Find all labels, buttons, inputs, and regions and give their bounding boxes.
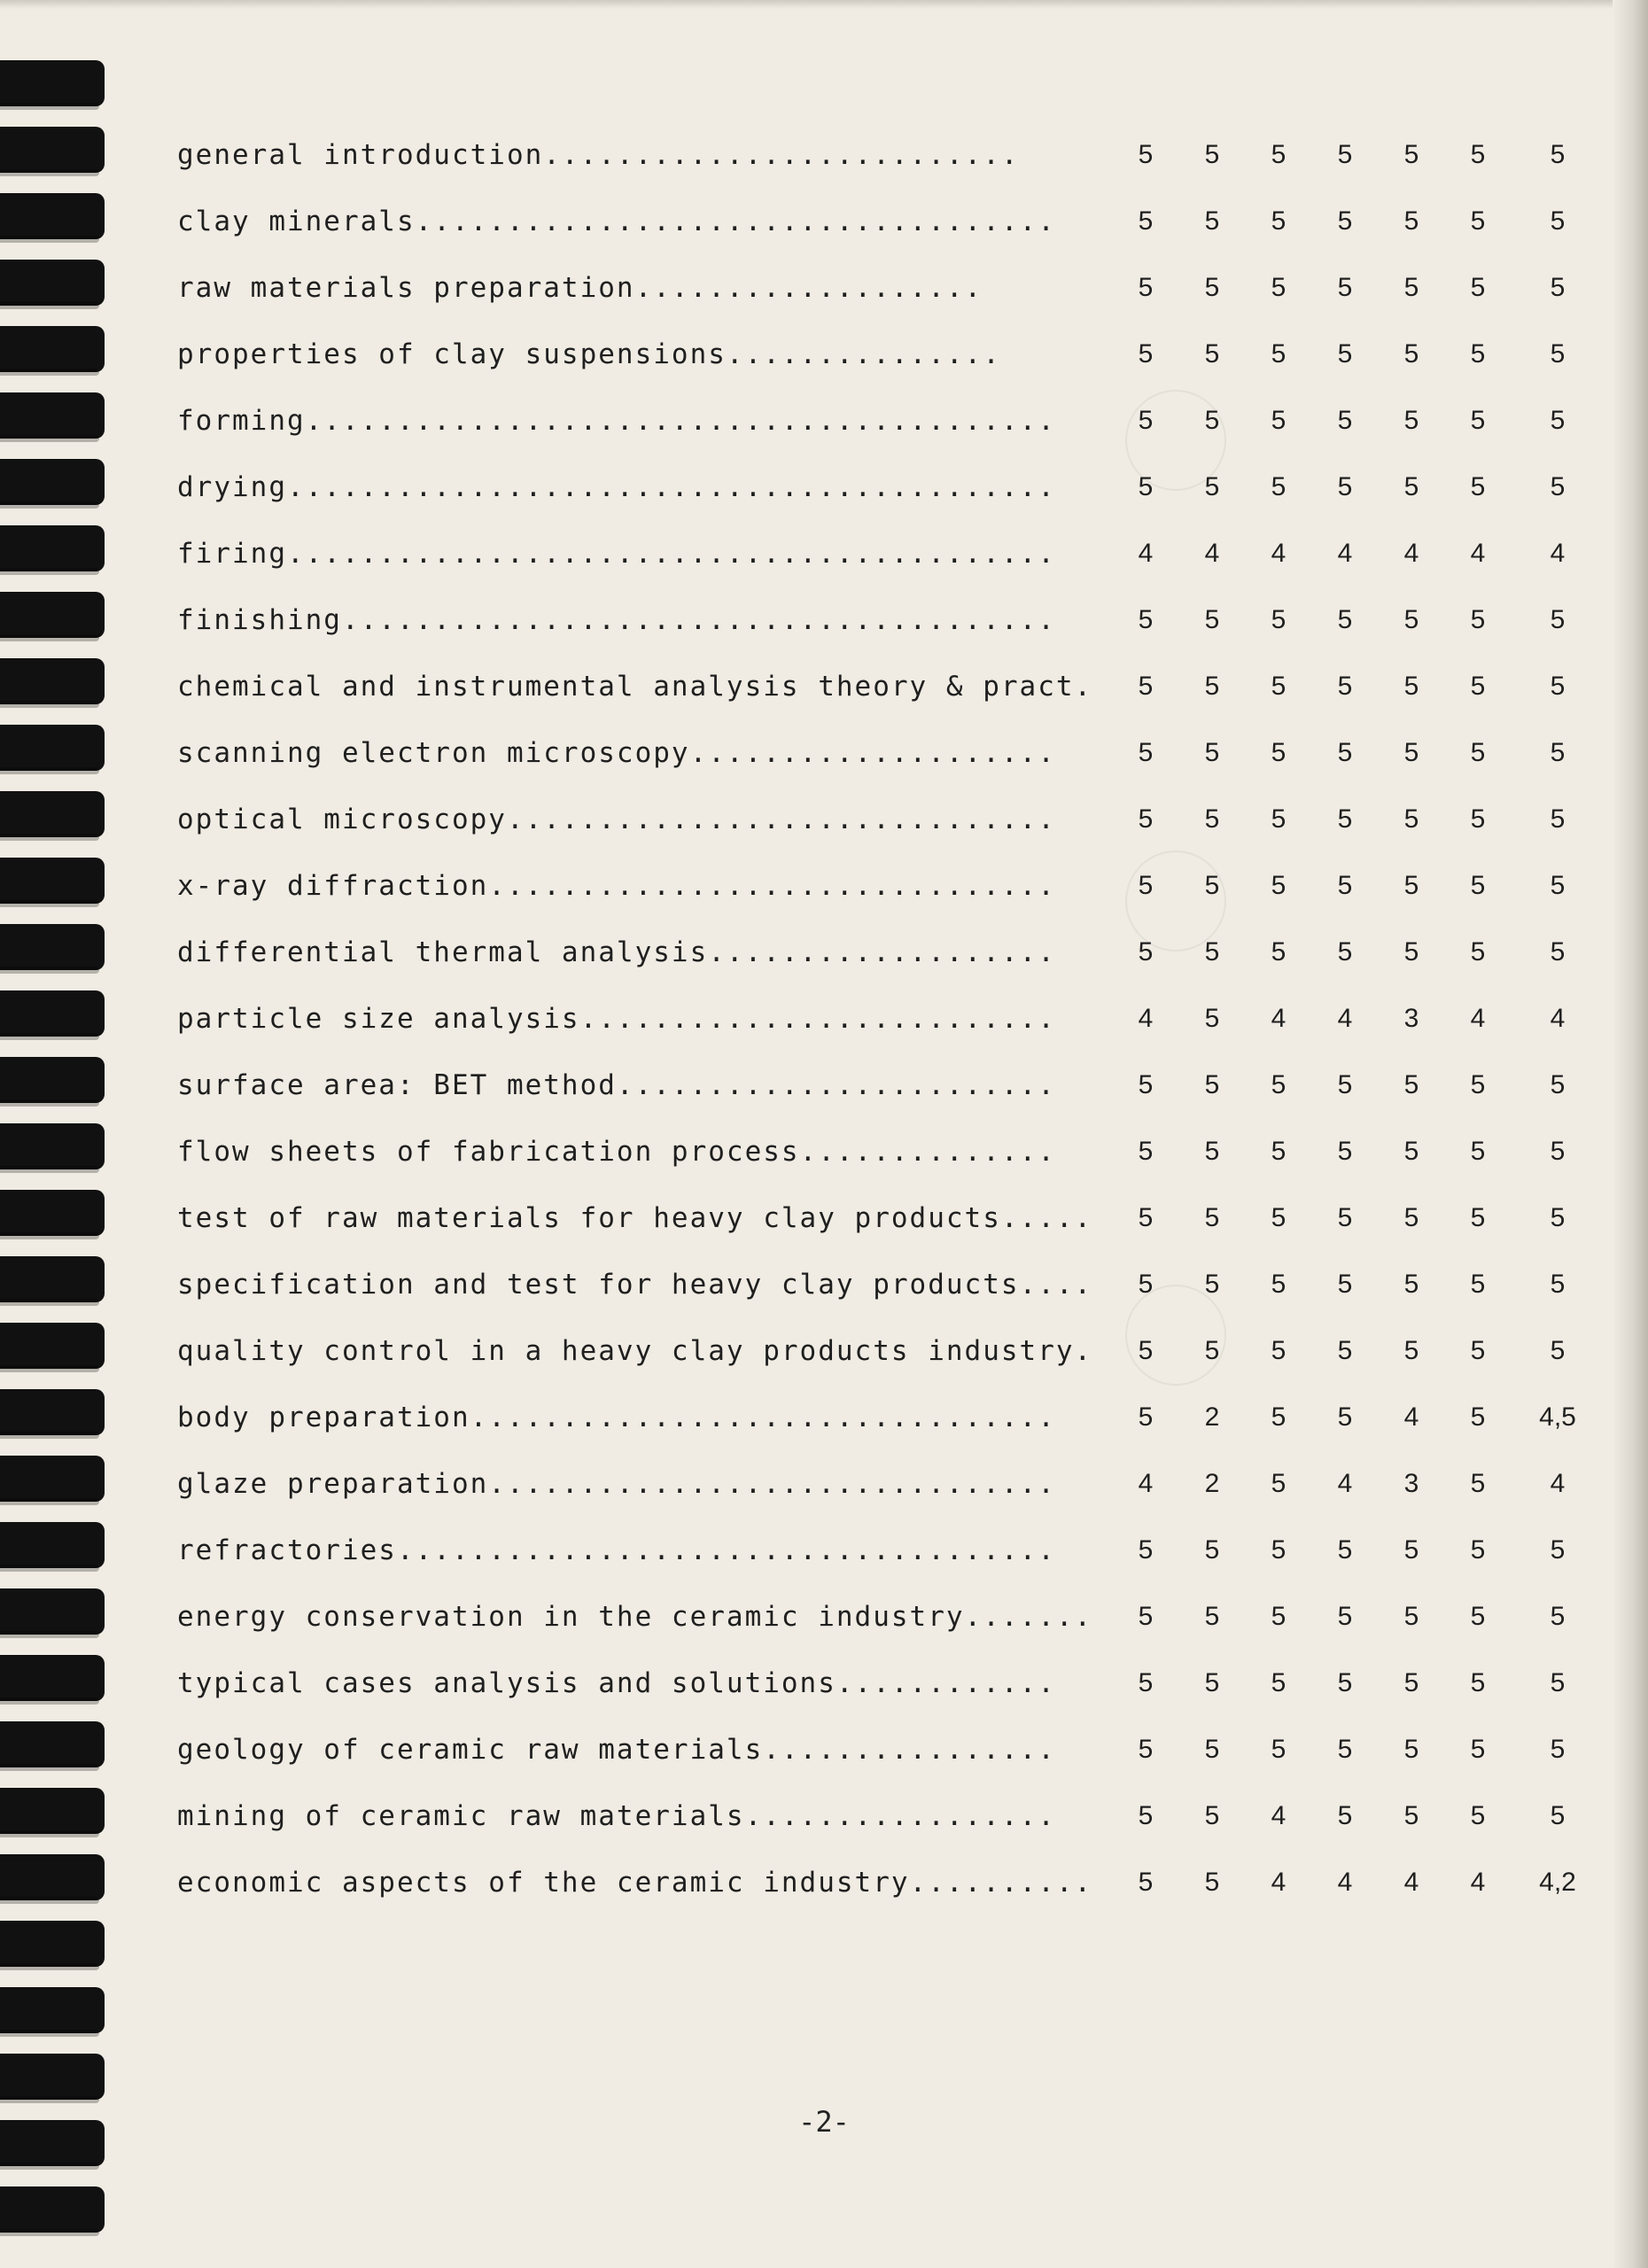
rating-cell: 5 bbox=[1271, 273, 1287, 302]
row-label: particle size analysis.......................... bbox=[177, 1003, 1056, 1035]
rating-cell: 5 bbox=[1403, 472, 1419, 501]
rating-cell: 5 bbox=[1271, 1402, 1287, 1432]
rating-cell: 5 bbox=[1138, 1602, 1154, 1631]
rating-cell: 5 bbox=[1337, 1270, 1353, 1299]
rating-cell: 5 bbox=[1550, 1270, 1566, 1299]
rating-cell: 4 bbox=[1403, 1402, 1419, 1432]
rating-cell: 4 bbox=[1337, 1469, 1353, 1498]
rating-cell: 5 bbox=[1470, 1735, 1486, 1764]
rating-cell: 5 bbox=[1470, 1668, 1486, 1697]
binding-ring bbox=[0, 1323, 105, 1369]
rating-cell: 5 bbox=[1204, 1203, 1220, 1232]
rating-cell: 5 bbox=[1337, 140, 1353, 169]
rating-cell: 5 bbox=[1204, 339, 1220, 369]
rating-cell: 5 bbox=[1271, 472, 1287, 501]
rating-cell: 5 bbox=[1204, 1868, 1220, 1897]
row-label: optical microscopy.............................. bbox=[177, 804, 1056, 835]
row-label: raw materials preparation................... bbox=[177, 272, 983, 304]
table-row bbox=[177, 1196, 1566, 1240]
rating-cell: 5 bbox=[1138, 1137, 1154, 1166]
rating-cell: 3 bbox=[1403, 1469, 1419, 1498]
rating-cell: 5 bbox=[1204, 1668, 1220, 1697]
page-top-edge bbox=[0, 0, 1648, 9]
binding-ring bbox=[0, 1456, 105, 1502]
rating-cell: 5 bbox=[1403, 1602, 1419, 1631]
rating-cell: 5 bbox=[1138, 1070, 1154, 1099]
rating-cell: 5 bbox=[1204, 406, 1220, 435]
rating-cell: 5 bbox=[1337, 206, 1353, 236]
rating-cell: 5 bbox=[1470, 1535, 1486, 1565]
rating-cell: 5 bbox=[1470, 140, 1486, 169]
rating-cell: 5 bbox=[1470, 937, 1486, 967]
row-label: chemical and instrumental analysis theory & pract. bbox=[177, 671, 1093, 703]
rating-cell: 5 bbox=[1204, 472, 1220, 501]
rating-cell: 4 bbox=[1550, 1004, 1566, 1033]
binding-ring bbox=[0, 60, 105, 106]
row-label: properties of clay suspensions............... bbox=[177, 338, 1001, 370]
rating-cell: 5 bbox=[1138, 738, 1154, 767]
row-label: economic aspects of the ceramic industry.......... bbox=[177, 1867, 1093, 1899]
rating-cell: 5 bbox=[1403, 738, 1419, 767]
rating-cell: 5 bbox=[1138, 1868, 1154, 1897]
binding-ring bbox=[0, 1854, 105, 1900]
binding-ring bbox=[0, 1655, 105, 1701]
rating-cell: 4 bbox=[1138, 1469, 1154, 1498]
rating-cell: 5 bbox=[1271, 1469, 1287, 1498]
row-label: scanning electron microscopy.................... bbox=[177, 737, 1056, 769]
rating-cell: 5 bbox=[1204, 672, 1220, 701]
rating-cell: 5 bbox=[1470, 406, 1486, 435]
row-label: quality control in a heavy clay products industry. bbox=[177, 1335, 1093, 1367]
binding-ring bbox=[0, 392, 105, 439]
page-right-edge bbox=[1613, 0, 1648, 2268]
rating-cell: 5 bbox=[1271, 406, 1287, 435]
rating-cell: 5 bbox=[1403, 605, 1419, 634]
rating-cell: 5 bbox=[1337, 937, 1353, 967]
rating-cell: 5 bbox=[1271, 1735, 1287, 1764]
rating-cell: 5 bbox=[1337, 804, 1353, 834]
table-row bbox=[177, 1462, 1566, 1506]
rating-cell: 4 bbox=[1271, 1801, 1287, 1830]
row-label: energy conservation in the ceramic industry....... bbox=[177, 1601, 1093, 1633]
rating-cell: 5 bbox=[1204, 1735, 1220, 1764]
rating-cell: 5 bbox=[1204, 804, 1220, 834]
rating-cell: 5 bbox=[1403, 672, 1419, 701]
rating-cell: 4 bbox=[1337, 1868, 1353, 1897]
rating-cell: 4 bbox=[1138, 539, 1154, 568]
rating-cell: 5 bbox=[1204, 1070, 1220, 1099]
rating-cell: 5 bbox=[1550, 1735, 1566, 1764]
table-row bbox=[177, 1728, 1566, 1772]
table-row bbox=[177, 399, 1566, 443]
rating-cell: 5 bbox=[1550, 339, 1566, 369]
rating-cell: 5 bbox=[1337, 871, 1353, 900]
table-row bbox=[177, 797, 1566, 842]
table-row bbox=[177, 930, 1566, 975]
rating-cell: 5 bbox=[1204, 1004, 1220, 1033]
row-label: refractories.................................... bbox=[177, 1534, 1056, 1566]
rating-cell: 5 bbox=[1470, 1137, 1486, 1166]
binding-ring bbox=[0, 193, 105, 239]
rating-cell: 4 bbox=[1337, 539, 1353, 568]
row-label: surface area: BET method........................ bbox=[177, 1069, 1056, 1101]
rating-cell: 5 bbox=[1403, 1070, 1419, 1099]
rating-cell: 4 bbox=[1470, 1004, 1486, 1033]
rating-cell: 5 bbox=[1403, 273, 1419, 302]
row-label: specification and test for heavy clay products.... bbox=[177, 1269, 1093, 1301]
rating-cell: 5 bbox=[1403, 206, 1419, 236]
rating-cell: 5 bbox=[1204, 871, 1220, 900]
row-label: x-ray diffraction............................... bbox=[177, 870, 1056, 902]
rating-cell: 4 bbox=[1138, 1004, 1154, 1033]
table-row bbox=[177, 997, 1566, 1041]
rating-cell: 5 bbox=[1271, 1336, 1287, 1365]
rating-cell: 5 bbox=[1337, 605, 1353, 634]
rating-cell: 5 bbox=[1204, 605, 1220, 634]
rating-cell: 4 bbox=[1271, 1868, 1287, 1897]
binding-ring bbox=[0, 1721, 105, 1767]
rating-cell: 4,5 bbox=[1539, 1402, 1576, 1432]
rating-cell: 5 bbox=[1550, 1602, 1566, 1631]
rating-cell: 5 bbox=[1138, 1270, 1154, 1299]
rating-cell: 5 bbox=[1550, 937, 1566, 967]
rating-cell: 5 bbox=[1550, 472, 1566, 501]
rating-cell: 5 bbox=[1204, 1137, 1220, 1166]
rating-cell: 5 bbox=[1470, 1602, 1486, 1631]
rating-cell: 5 bbox=[1470, 605, 1486, 634]
rating-cell: 5 bbox=[1550, 871, 1566, 900]
row-label: mining of ceramic raw materials................. bbox=[177, 1800, 1056, 1832]
rating-cell: 5 bbox=[1138, 273, 1154, 302]
rating-cell: 4 bbox=[1470, 539, 1486, 568]
binding-ring bbox=[0, 658, 105, 704]
binding-ring bbox=[0, 1190, 105, 1236]
row-label: firing.......................................... bbox=[177, 538, 1056, 570]
row-label: glaze preparation............................... bbox=[177, 1468, 1056, 1500]
page-number: -2- bbox=[798, 2105, 850, 2139]
rating-cell: 5 bbox=[1337, 472, 1353, 501]
rating-cell: 5 bbox=[1403, 1735, 1419, 1764]
binding-ring bbox=[0, 791, 105, 837]
rating-cell: 5 bbox=[1337, 273, 1353, 302]
rating-cell: 5 bbox=[1550, 672, 1566, 701]
rating-cell: 5 bbox=[1271, 339, 1287, 369]
rating-cell: 5 bbox=[1337, 1735, 1353, 1764]
rating-cell: 4 bbox=[1550, 1469, 1566, 1498]
table-row bbox=[177, 1794, 1566, 1838]
table-row bbox=[177, 731, 1566, 775]
table-row bbox=[177, 1063, 1566, 1107]
rating-cell: 5 bbox=[1403, 1336, 1419, 1365]
table-row bbox=[177, 1860, 1576, 1905]
rating-cell: 5 bbox=[1337, 672, 1353, 701]
rating-cell: 5 bbox=[1271, 804, 1287, 834]
rating-cell: 5 bbox=[1204, 1535, 1220, 1565]
rating-cell: 5 bbox=[1271, 1668, 1287, 1697]
rating-cell: 2 bbox=[1204, 1469, 1220, 1498]
rating-cell: 5 bbox=[1271, 1270, 1287, 1299]
rating-cell: 5 bbox=[1337, 339, 1353, 369]
rating-cell: 5 bbox=[1271, 738, 1287, 767]
rating-cell: 5 bbox=[1204, 206, 1220, 236]
rating-cell: 5 bbox=[1470, 1270, 1486, 1299]
binding-ring bbox=[0, 1921, 105, 1967]
table-row bbox=[177, 598, 1566, 642]
rating-cell: 5 bbox=[1550, 1801, 1566, 1830]
table-row bbox=[177, 465, 1566, 509]
binding-ring bbox=[0, 2186, 105, 2233]
rating-cell: 5 bbox=[1138, 605, 1154, 634]
rating-cell: 5 bbox=[1204, 1270, 1220, 1299]
row-label: finishing....................................... bbox=[177, 604, 1056, 636]
binding-ring bbox=[0, 2054, 105, 2100]
rating-cell: 5 bbox=[1138, 406, 1154, 435]
table-row bbox=[177, 532, 1566, 576]
rating-cell: 5 bbox=[1550, 140, 1566, 169]
row-label: body preparation................................ bbox=[177, 1402, 1056, 1433]
rating-cell: 5 bbox=[1470, 1070, 1486, 1099]
rating-cell: 2 bbox=[1204, 1402, 1220, 1432]
rating-cell: 5 bbox=[1403, 804, 1419, 834]
rating-cell: 5 bbox=[1271, 1535, 1287, 1565]
rating-cell: 5 bbox=[1271, 871, 1287, 900]
binding-ring bbox=[0, 1256, 105, 1302]
rating-cell: 5 bbox=[1403, 937, 1419, 967]
rating-cell: 5 bbox=[1138, 672, 1154, 701]
binding-ring bbox=[0, 1389, 105, 1435]
rating-cell: 5 bbox=[1138, 1203, 1154, 1232]
table-row bbox=[177, 864, 1566, 908]
row-label: test of raw materials for heavy clay products..... bbox=[177, 1202, 1093, 1234]
binding-ring bbox=[0, 525, 105, 571]
table-row bbox=[177, 332, 1566, 377]
rating-cell: 4 bbox=[1271, 539, 1287, 568]
rating-cell: 5 bbox=[1403, 1203, 1419, 1232]
row-label: differential thermal analysis................... bbox=[177, 936, 1056, 968]
binding-ring bbox=[0, 260, 105, 306]
rating-cell: 5 bbox=[1403, 140, 1419, 169]
binding-ring bbox=[0, 1522, 105, 1568]
row-label: clay minerals................................... bbox=[177, 206, 1056, 237]
row-label: flow sheets of fabrication process.............. bbox=[177, 1136, 1056, 1168]
rating-cell: 5 bbox=[1470, 339, 1486, 369]
rating-cell: 5 bbox=[1271, 1137, 1287, 1166]
rating-cell: 4 bbox=[1403, 539, 1419, 568]
rating-cell: 5 bbox=[1470, 206, 1486, 236]
rating-cell: 5 bbox=[1470, 738, 1486, 767]
rating-cell: 5 bbox=[1138, 1668, 1154, 1697]
rating-cell: 5 bbox=[1470, 672, 1486, 701]
rating-cell: 4 bbox=[1550, 539, 1566, 568]
rating-cell: 5 bbox=[1204, 1801, 1220, 1830]
rating-cell: 5 bbox=[1470, 1203, 1486, 1232]
table-row bbox=[177, 133, 1566, 177]
rating-cell: 5 bbox=[1403, 406, 1419, 435]
rating-cell: 5 bbox=[1138, 937, 1154, 967]
rating-cell: 5 bbox=[1470, 472, 1486, 501]
binding-ring bbox=[0, 858, 105, 904]
rating-cell: 5 bbox=[1337, 1801, 1353, 1830]
row-label: drying.......................................... bbox=[177, 471, 1056, 503]
rating-cell: 5 bbox=[1138, 1535, 1154, 1565]
rating-cell: 5 bbox=[1337, 406, 1353, 435]
table-row bbox=[177, 1528, 1566, 1573]
table-row bbox=[177, 1595, 1566, 1639]
rating-cell: 5 bbox=[1138, 1402, 1154, 1432]
rating-cell: 5 bbox=[1337, 1137, 1353, 1166]
rating-cell: 5 bbox=[1337, 1070, 1353, 1099]
table-row bbox=[177, 266, 1566, 310]
rating-cell: 5 bbox=[1337, 738, 1353, 767]
rating-cell: 5 bbox=[1138, 1735, 1154, 1764]
rating-cell: 5 bbox=[1550, 605, 1566, 634]
rating-cell: 5 bbox=[1138, 206, 1154, 236]
rating-cell: 5 bbox=[1550, 1336, 1566, 1365]
rating-cell: 5 bbox=[1403, 1137, 1419, 1166]
rating-cell: 5 bbox=[1550, 1535, 1566, 1565]
rating-cell: 5 bbox=[1550, 1070, 1566, 1099]
rating-cell: 5 bbox=[1470, 1336, 1486, 1365]
rating-cell: 5 bbox=[1271, 206, 1287, 236]
rating-cell: 5 bbox=[1138, 871, 1154, 900]
binding-ring bbox=[0, 592, 105, 638]
row-label: forming......................................... bbox=[177, 405, 1056, 437]
rating-cell: 5 bbox=[1204, 1336, 1220, 1365]
rating-cell: 5 bbox=[1550, 738, 1566, 767]
binding-ring bbox=[0, 924, 105, 970]
rating-cell: 5 bbox=[1204, 937, 1220, 967]
rating-cell: 5 bbox=[1271, 1203, 1287, 1232]
rating-cell: 5 bbox=[1271, 1602, 1287, 1631]
table-row bbox=[177, 1661, 1566, 1705]
binding-ring bbox=[0, 1987, 105, 2033]
rating-cell: 4,2 bbox=[1539, 1868, 1576, 1897]
rating-cell: 5 bbox=[1138, 1801, 1154, 1830]
rating-cell: 5 bbox=[1204, 738, 1220, 767]
table-row bbox=[177, 1329, 1566, 1373]
rating-cell: 5 bbox=[1403, 871, 1419, 900]
row-label: typical cases analysis and solutions............ bbox=[177, 1667, 1056, 1699]
rating-cell: 5 bbox=[1337, 1535, 1353, 1565]
rating-cell: 5 bbox=[1550, 206, 1566, 236]
rating-cell: 5 bbox=[1470, 1402, 1486, 1432]
rating-cell: 5 bbox=[1337, 1602, 1353, 1631]
rating-cell: 5 bbox=[1138, 1336, 1154, 1365]
rating-cell: 5 bbox=[1337, 1402, 1353, 1432]
rating-cell: 5 bbox=[1138, 804, 1154, 834]
rating-cell: 5 bbox=[1138, 140, 1154, 169]
rating-cell: 5 bbox=[1204, 273, 1220, 302]
rating-cell: 3 bbox=[1403, 1004, 1419, 1033]
rating-cell: 5 bbox=[1550, 1668, 1566, 1697]
rating-cell: 4 bbox=[1403, 1868, 1419, 1897]
rating-cell: 5 bbox=[1470, 273, 1486, 302]
rating-cell: 5 bbox=[1403, 1270, 1419, 1299]
rating-cell: 5 bbox=[1403, 339, 1419, 369]
binding-ring bbox=[0, 725, 105, 771]
rating-cell: 5 bbox=[1138, 472, 1154, 501]
rating-cell: 4 bbox=[1271, 1004, 1287, 1033]
rating-cell: 5 bbox=[1204, 1602, 1220, 1631]
spiral-binding bbox=[0, 0, 151, 2268]
rating-cell: 4 bbox=[1204, 539, 1220, 568]
binding-ring bbox=[0, 990, 105, 1037]
row-label: geology of ceramic raw materials................ bbox=[177, 1734, 1056, 1766]
rating-cell: 5 bbox=[1470, 1469, 1486, 1498]
rating-cell: 5 bbox=[1550, 804, 1566, 834]
binding-ring bbox=[0, 326, 105, 372]
binding-ring bbox=[0, 1057, 105, 1103]
binding-ring bbox=[0, 1588, 105, 1635]
rating-cell: 5 bbox=[1550, 1203, 1566, 1232]
row-label: general introduction.......................... bbox=[177, 139, 1020, 171]
rating-cell: 5 bbox=[1403, 1535, 1419, 1565]
rating-cell: 5 bbox=[1337, 1203, 1353, 1232]
binding-ring bbox=[0, 1788, 105, 1834]
table-row bbox=[177, 199, 1566, 244]
table-row bbox=[177, 1262, 1566, 1307]
rating-cell: 5 bbox=[1271, 140, 1287, 169]
rating-cell: 5 bbox=[1204, 140, 1220, 169]
rating-cell: 5 bbox=[1470, 871, 1486, 900]
table-row bbox=[177, 1395, 1576, 1440]
rating-cell: 5 bbox=[1550, 406, 1566, 435]
rating-cell: 5 bbox=[1550, 1137, 1566, 1166]
rating-cell: 5 bbox=[1337, 1336, 1353, 1365]
table-row bbox=[177, 664, 1566, 709]
table-row bbox=[177, 1130, 1566, 1174]
rating-cell: 5 bbox=[1403, 1668, 1419, 1697]
binding-ring bbox=[0, 1123, 105, 1169]
rating-cell: 5 bbox=[1271, 937, 1287, 967]
rating-cell: 5 bbox=[1271, 1070, 1287, 1099]
binding-ring bbox=[0, 127, 105, 173]
rating-cell: 4 bbox=[1337, 1004, 1353, 1033]
rating-cell: 5 bbox=[1337, 1668, 1353, 1697]
rating-cell: 5 bbox=[1550, 273, 1566, 302]
rating-cell: 5 bbox=[1470, 804, 1486, 834]
rating-cell: 4 bbox=[1470, 1868, 1486, 1897]
rating-cell: 5 bbox=[1271, 672, 1287, 701]
rating-cell: 5 bbox=[1271, 605, 1287, 634]
rating-cell: 5 bbox=[1403, 1801, 1419, 1830]
rating-cell: 5 bbox=[1138, 339, 1154, 369]
binding-ring bbox=[0, 459, 105, 505]
rating-cell: 5 bbox=[1470, 1801, 1486, 1830]
